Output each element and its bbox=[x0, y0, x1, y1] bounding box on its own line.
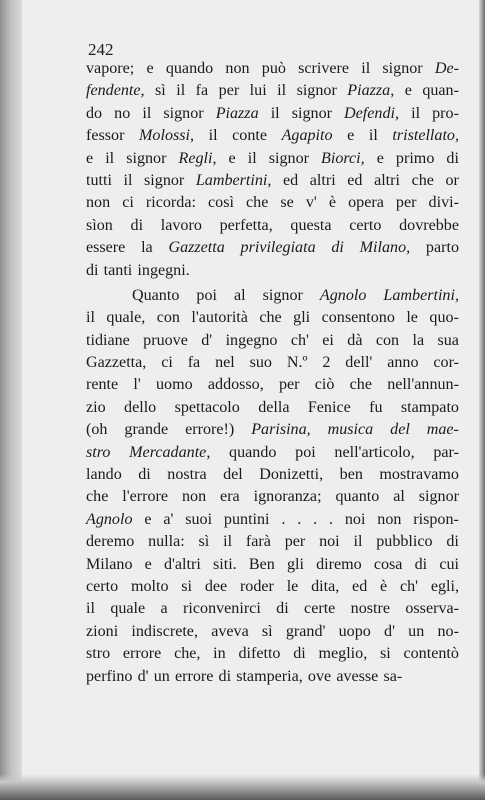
word: sa- bbox=[383, 667, 403, 685]
word: il bbox=[176, 82, 186, 100]
italic-word: Lambertini, bbox=[383, 286, 459, 304]
word: di bbox=[218, 667, 232, 685]
word: signor bbox=[262, 286, 303, 304]
word: scrivere bbox=[298, 60, 350, 77]
word: nostra bbox=[167, 466, 207, 484]
word: che bbox=[86, 488, 109, 506]
text-line bbox=[86, 486, 459, 508]
italic-word: Agnolo bbox=[86, 510, 133, 528]
word: quo- bbox=[429, 309, 459, 327]
word: di bbox=[276, 600, 289, 618]
word: Ben bbox=[248, 555, 275, 573]
word: puntini bbox=[223, 510, 270, 528]
word: ricorda: bbox=[145, 194, 196, 212]
word: dello bbox=[124, 398, 157, 416]
italic-word: privilegiata bbox=[240, 239, 316, 257]
word: signor bbox=[163, 104, 204, 122]
word: sua bbox=[437, 331, 459, 349]
word: è bbox=[380, 577, 388, 595]
italic-word: tristellato, bbox=[392, 127, 459, 145]
word: di bbox=[138, 466, 151, 484]
word: un bbox=[153, 667, 170, 685]
paragraph bbox=[86, 58, 459, 282]
text-line bbox=[86, 397, 459, 419]
word: ch' bbox=[290, 331, 309, 349]
word: ed bbox=[283, 171, 299, 189]
text-line bbox=[86, 464, 459, 486]
word: e bbox=[144, 555, 152, 573]
word: consentono bbox=[321, 309, 395, 327]
word: fa bbox=[195, 82, 209, 100]
word: no- bbox=[437, 622, 459, 640]
text-line bbox=[86, 419, 459, 441]
word: poi bbox=[196, 286, 217, 304]
word: (oh bbox=[86, 421, 108, 439]
word: d' bbox=[137, 667, 149, 685]
word: cor- bbox=[433, 354, 459, 372]
word: Donizetti, bbox=[259, 466, 324, 484]
word: il bbox=[142, 104, 152, 122]
word: d' bbox=[384, 622, 395, 640]
text-line bbox=[86, 215, 459, 237]
text-line bbox=[86, 531, 459, 553]
word: signor bbox=[418, 488, 459, 506]
word: l'autorità bbox=[191, 309, 248, 327]
italic-word: Lambertini, bbox=[195, 171, 272, 189]
word: d'altri bbox=[163, 555, 201, 573]
word: . bbox=[313, 510, 318, 528]
word: fessor bbox=[86, 127, 125, 145]
word: rispon- bbox=[413, 510, 459, 528]
word: quale, bbox=[106, 309, 146, 327]
word: e bbox=[144, 510, 152, 528]
word: il bbox=[86, 309, 95, 327]
text-line bbox=[86, 80, 459, 102]
word: ed bbox=[352, 577, 368, 595]
word: uopo bbox=[338, 622, 371, 640]
word: sìon bbox=[86, 216, 113, 234]
text-line bbox=[86, 330, 459, 352]
word: ignoranza; bbox=[253, 488, 322, 506]
word: lavoro bbox=[160, 216, 202, 234]
word: indiscrete, bbox=[131, 622, 198, 640]
word: uomo bbox=[155, 376, 193, 394]
word: nell'annun- bbox=[387, 376, 459, 394]
word: lando bbox=[86, 466, 122, 484]
word: signor bbox=[382, 60, 423, 77]
word: zioni bbox=[86, 622, 119, 640]
word: il bbox=[368, 127, 378, 145]
text-line bbox=[86, 237, 459, 259]
word: primo bbox=[395, 149, 435, 167]
text-line bbox=[86, 509, 459, 531]
italic-word: De- bbox=[434, 60, 459, 77]
word: che bbox=[246, 194, 269, 212]
word: tidiane bbox=[86, 331, 130, 349]
word: dovrebbe bbox=[399, 216, 459, 234]
word: fu bbox=[369, 398, 383, 416]
word: siti. bbox=[213, 555, 237, 573]
word: ove bbox=[307, 667, 332, 685]
word: di bbox=[414, 555, 428, 573]
word: è bbox=[328, 194, 337, 212]
word: divi- bbox=[428, 194, 459, 212]
paragraph bbox=[86, 285, 459, 688]
word: non bbox=[86, 194, 111, 212]
italic-word: Molossi, bbox=[139, 127, 195, 145]
word: al bbox=[234, 286, 246, 304]
italic-word: Agnolo bbox=[319, 286, 367, 304]
word: contentò bbox=[403, 645, 459, 663]
word: cui bbox=[439, 555, 459, 573]
word: certo bbox=[86, 577, 119, 595]
word: zio bbox=[86, 398, 106, 416]
word: aveva bbox=[211, 622, 249, 640]
word: anno bbox=[387, 354, 419, 372]
word: l' bbox=[133, 376, 141, 394]
word: il bbox=[247, 149, 257, 167]
text-line bbox=[86, 643, 459, 665]
word: stro bbox=[86, 645, 111, 663]
word: suoi bbox=[185, 510, 213, 528]
word: che bbox=[349, 376, 372, 394]
italic-word: Agapito bbox=[281, 127, 333, 145]
italic-word: Piazza, bbox=[347, 82, 395, 100]
word: suo bbox=[249, 354, 272, 372]
word: e bbox=[376, 149, 384, 167]
word: tanti bbox=[103, 261, 133, 279]
text-line bbox=[86, 621, 459, 643]
word: meglio, bbox=[318, 645, 368, 663]
word: non bbox=[225, 60, 250, 77]
text-line bbox=[86, 285, 459, 307]
italic-word: Biorci, bbox=[321, 149, 365, 167]
text-line bbox=[86, 374, 459, 396]
page-binding-shadow bbox=[0, 0, 22, 800]
word: d' bbox=[201, 331, 213, 349]
word: per bbox=[284, 533, 306, 551]
italic-word: Mercadante, bbox=[129, 443, 211, 461]
word: vapore; bbox=[86, 60, 135, 77]
page-right-edge bbox=[479, 0, 485, 800]
page-bottom-edge bbox=[0, 774, 485, 800]
word: lui bbox=[249, 82, 267, 100]
word: poi bbox=[295, 443, 316, 461]
word: fa bbox=[187, 354, 201, 372]
word: ingegni. bbox=[137, 261, 190, 279]
text-line bbox=[86, 125, 459, 147]
word: errore bbox=[122, 645, 162, 663]
word: grande bbox=[124, 421, 169, 439]
word: pro- bbox=[432, 104, 459, 122]
word: sì bbox=[261, 622, 273, 640]
word: N.º bbox=[286, 354, 308, 372]
word: diremo bbox=[316, 555, 362, 573]
italic-word: musica bbox=[327, 421, 374, 439]
text-line bbox=[86, 58, 459, 80]
word: ci bbox=[122, 194, 134, 212]
word: il bbox=[270, 104, 280, 122]
word: grand' bbox=[285, 622, 326, 640]
word: or bbox=[445, 171, 459, 189]
word: il bbox=[105, 149, 115, 167]
italic-word: Gazzetta bbox=[168, 239, 225, 257]
word: con bbox=[156, 309, 180, 327]
word: par- bbox=[433, 443, 459, 461]
word: sì bbox=[155, 82, 166, 100]
word: molto bbox=[130, 577, 169, 595]
word: e bbox=[86, 149, 94, 167]
word: difetto bbox=[238, 645, 281, 663]
word: si bbox=[181, 577, 193, 595]
italic-word: Milano, bbox=[359, 239, 411, 257]
word: Fenice bbox=[307, 398, 351, 416]
word: perfetta, bbox=[219, 216, 273, 234]
word: ed bbox=[347, 171, 363, 189]
word: questa bbox=[290, 216, 332, 234]
word: e bbox=[146, 60, 154, 77]
word: con bbox=[375, 331, 400, 349]
italic-word: Defendi, bbox=[344, 104, 400, 122]
word: rente bbox=[86, 376, 119, 394]
word: Milano bbox=[86, 555, 133, 573]
word: può bbox=[261, 60, 286, 77]
word: dita, bbox=[311, 577, 340, 595]
word: il bbox=[411, 104, 421, 122]
text-line bbox=[86, 352, 459, 374]
word: a bbox=[160, 600, 168, 618]
italic-word: del bbox=[390, 421, 410, 439]
text-line bbox=[86, 554, 459, 576]
text-line bbox=[86, 576, 459, 598]
word: . bbox=[281, 510, 286, 528]
word: errore!) bbox=[185, 421, 235, 439]
word: quanto bbox=[335, 488, 380, 506]
word: se bbox=[280, 194, 294, 212]
word: il bbox=[86, 600, 95, 618]
word: dee bbox=[204, 577, 228, 595]
word: le bbox=[406, 309, 418, 327]
word: il bbox=[277, 82, 287, 100]
word: era bbox=[220, 488, 240, 506]
word: deremo bbox=[86, 533, 135, 551]
word: certo bbox=[349, 216, 382, 234]
word: la bbox=[141, 239, 153, 257]
word: la bbox=[412, 331, 425, 349]
word: signor bbox=[268, 149, 309, 167]
word: dà bbox=[347, 331, 363, 349]
word: altri bbox=[309, 171, 336, 189]
word: perfino bbox=[86, 667, 133, 685]
italic-word: mae- bbox=[426, 421, 459, 439]
word: no bbox=[114, 104, 131, 122]
word: . bbox=[329, 510, 334, 528]
word: un bbox=[408, 622, 425, 640]
word: gli bbox=[286, 555, 304, 573]
word: che, bbox=[174, 645, 201, 663]
word: quale bbox=[110, 600, 146, 618]
word: nel bbox=[215, 354, 235, 372]
word: nell'articolo, bbox=[334, 443, 415, 461]
word: errore bbox=[174, 667, 214, 685]
word: . bbox=[297, 510, 302, 528]
word: per bbox=[278, 376, 300, 394]
word: il bbox=[223, 533, 233, 551]
word: nostre bbox=[350, 600, 391, 618]
word: cosa bbox=[373, 555, 403, 573]
word: gli bbox=[293, 309, 311, 327]
word: quando bbox=[165, 60, 214, 77]
word: nulla: bbox=[148, 533, 185, 551]
word: avesse bbox=[336, 667, 379, 685]
word: sì bbox=[198, 533, 210, 551]
word: per bbox=[218, 82, 240, 100]
word: ben bbox=[339, 466, 363, 484]
italic-word: Piazza bbox=[215, 104, 259, 122]
word: opera bbox=[348, 194, 384, 212]
word: signor bbox=[291, 104, 332, 122]
text-line bbox=[86, 192, 459, 214]
word: signor bbox=[296, 82, 337, 100]
text-line bbox=[86, 260, 459, 282]
word: quan- bbox=[422, 82, 459, 100]
word: il bbox=[361, 60, 371, 77]
word: di bbox=[86, 261, 99, 279]
word: del bbox=[223, 466, 243, 484]
word: pubblico bbox=[376, 533, 433, 551]
word: essere bbox=[86, 239, 126, 257]
body-text bbox=[86, 58, 459, 688]
word: stampato bbox=[400, 398, 459, 416]
word: e bbox=[404, 82, 412, 100]
text-line bbox=[86, 103, 459, 125]
word: in bbox=[213, 645, 226, 663]
word: ingegno bbox=[225, 331, 278, 349]
italic-word: fendente, bbox=[86, 82, 145, 100]
word: v' bbox=[305, 194, 317, 212]
word: roder bbox=[239, 577, 274, 595]
word: tutti bbox=[86, 171, 112, 189]
word: il bbox=[353, 533, 363, 551]
word: di bbox=[446, 533, 459, 551]
word: ch' bbox=[399, 577, 419, 595]
word: l'errore bbox=[122, 488, 169, 506]
word: osserva- bbox=[405, 600, 459, 618]
word: al bbox=[393, 488, 405, 506]
word: si bbox=[379, 645, 391, 663]
word: signor bbox=[126, 149, 167, 167]
word: riconvenirci bbox=[183, 600, 261, 618]
text-line bbox=[86, 170, 459, 192]
word: le bbox=[286, 577, 299, 595]
italic-word: Parisina, bbox=[251, 421, 311, 439]
italic-word: Regli, bbox=[178, 149, 217, 167]
word: ei bbox=[322, 331, 334, 349]
italic-word: stro bbox=[86, 443, 111, 461]
word: e bbox=[347, 127, 355, 145]
word: noi bbox=[344, 510, 366, 528]
word: signor bbox=[144, 171, 185, 189]
word: e bbox=[228, 149, 236, 167]
word: ciò bbox=[314, 376, 335, 394]
text-line bbox=[86, 598, 459, 620]
word: parto bbox=[425, 239, 459, 257]
word: mostravamo bbox=[379, 466, 459, 484]
word: addosso, bbox=[207, 376, 264, 394]
word: noi bbox=[319, 533, 340, 551]
word: conte bbox=[232, 127, 267, 145]
word: non bbox=[377, 510, 402, 528]
word: il bbox=[123, 171, 133, 189]
word: altri bbox=[374, 171, 400, 189]
word: così bbox=[208, 194, 234, 212]
text-line bbox=[86, 442, 459, 464]
word: non bbox=[181, 488, 207, 506]
word: che bbox=[259, 309, 282, 327]
word: di bbox=[293, 645, 306, 663]
word: dell' bbox=[345, 354, 373, 372]
word: do bbox=[86, 104, 103, 122]
word: ci bbox=[161, 354, 173, 372]
word: Quanto bbox=[132, 286, 180, 304]
word: Gazzetta, bbox=[86, 354, 147, 372]
word: spettacolo bbox=[174, 398, 240, 416]
word: farà bbox=[245, 533, 271, 551]
word: che bbox=[411, 171, 434, 189]
italic-word: di bbox=[331, 239, 344, 257]
word: di bbox=[130, 216, 144, 234]
word: il bbox=[208, 127, 218, 145]
word: per bbox=[395, 194, 417, 212]
word: stamperia, bbox=[236, 667, 303, 685]
word: pruove bbox=[143, 331, 188, 349]
word: della bbox=[258, 398, 290, 416]
word: a' bbox=[163, 510, 174, 528]
word: egli, bbox=[430, 577, 459, 595]
word: 2 bbox=[322, 354, 331, 372]
text-line bbox=[86, 307, 459, 329]
page-number: 242 bbox=[88, 40, 114, 59]
word: di bbox=[446, 149, 459, 167]
word: quando bbox=[229, 443, 277, 461]
text-line bbox=[86, 666, 459, 688]
word: certe bbox=[304, 600, 336, 618]
text-line bbox=[86, 148, 459, 170]
